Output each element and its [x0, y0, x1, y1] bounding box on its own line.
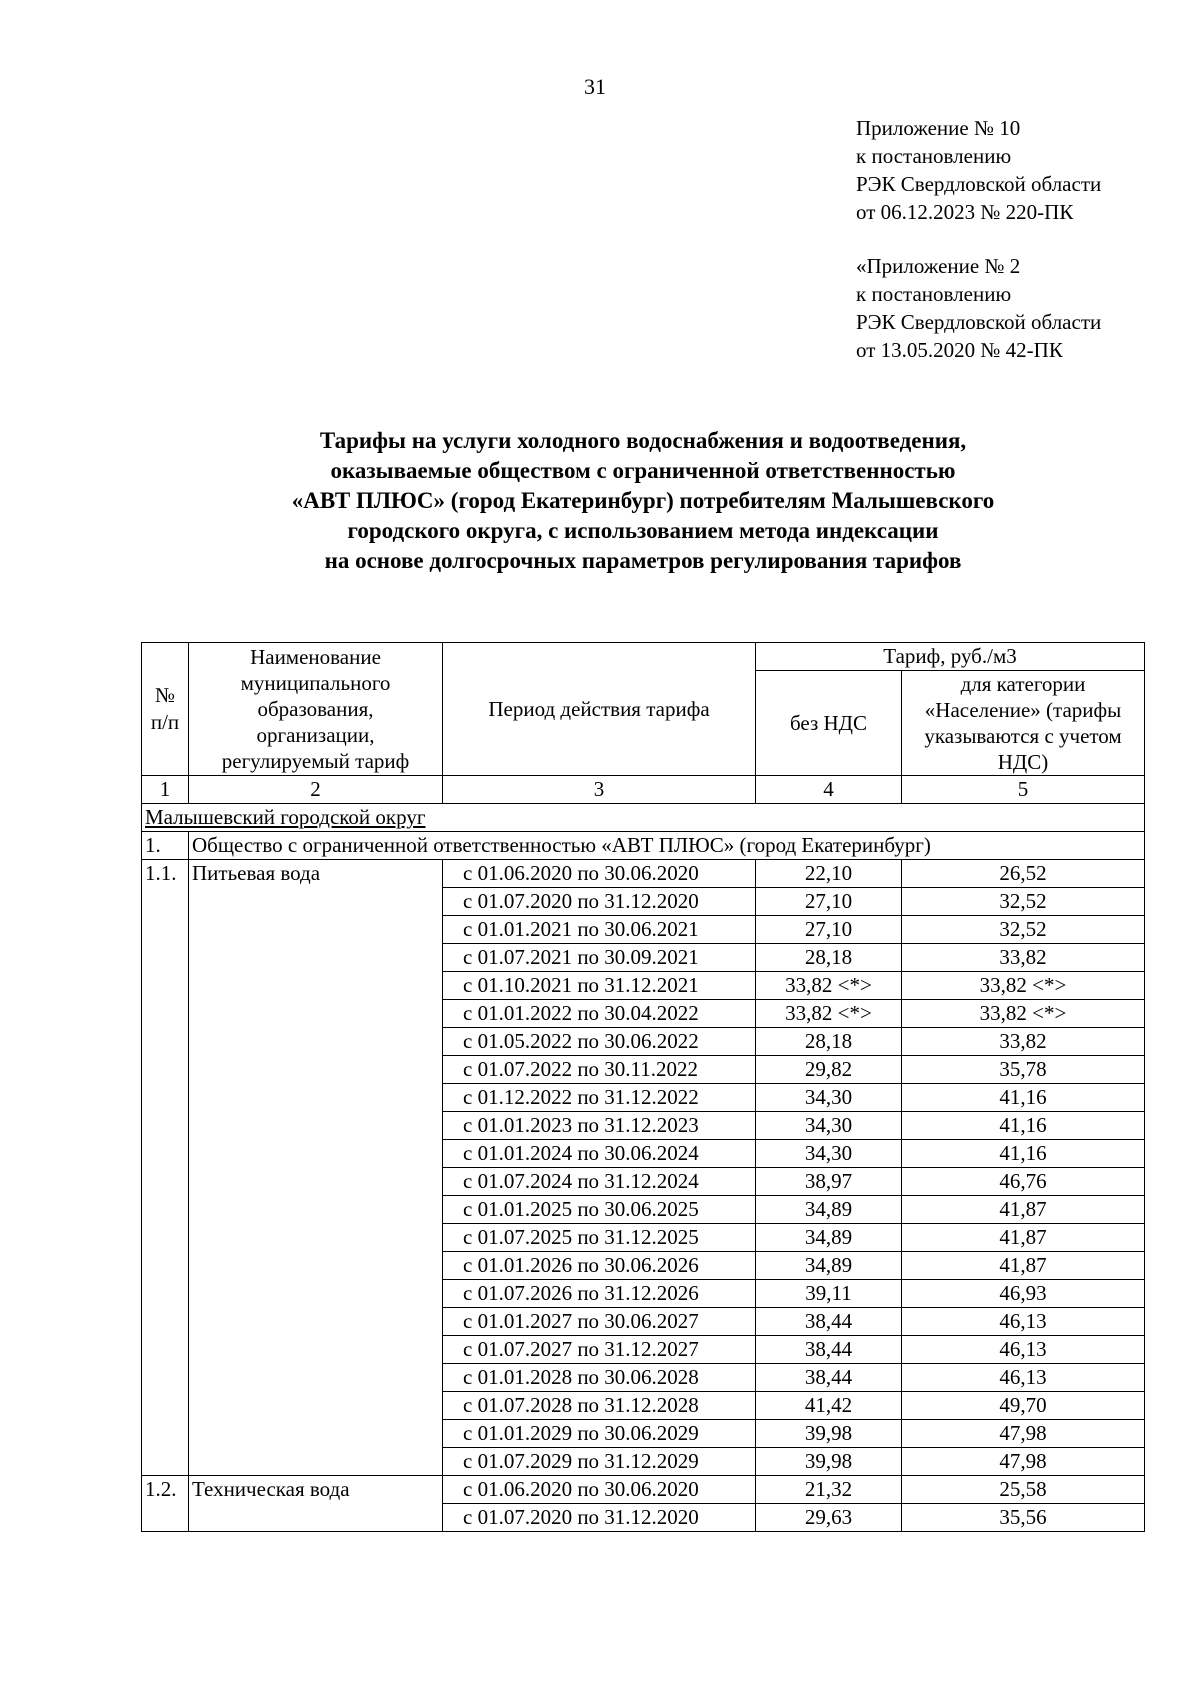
tariff-period: с 01.07.2028 по 31.12.2028 — [443, 1392, 756, 1420]
tariff-population: 41,16 — [902, 1140, 1145, 1168]
tariff-period: с 01.01.2023 по 31.12.2023 — [443, 1112, 756, 1140]
organization-row — [142, 832, 1145, 860]
tariff-without-vat: 34,89 — [756, 1252, 902, 1280]
tariff-population: 25,58 — [902, 1476, 1145, 1504]
tariff-without-vat: 39,98 — [756, 1448, 902, 1476]
tariff-without-vat: 33,82 <*> — [756, 972, 902, 1000]
tariff-without-vat: 38,97 — [756, 1168, 902, 1196]
header-number — [142, 643, 189, 776]
tariff-population: 41,16 — [902, 1084, 1145, 1112]
tariff-population: 41,87 — [902, 1252, 1145, 1280]
tariff-period: с 01.07.2024 по 31.12.2024 — [443, 1168, 756, 1196]
appendix-reference-original — [856, 252, 1156, 364]
appendix-line: от 13.05.2020 № 42-ПК — [856, 338, 1063, 362]
header-period: Период действия тарифа — [443, 643, 756, 776]
tariff-period: с 01.07.2026 по 31.12.2026 — [443, 1280, 756, 1308]
tariff-without-vat: 34,30 — [756, 1084, 902, 1112]
header-text: муниципального — [240, 671, 391, 695]
tariff-without-vat: 27,10 — [756, 916, 902, 944]
column-number: 1 — [142, 776, 189, 804]
tariff-population: 47,98 — [902, 1420, 1145, 1448]
title-line: на основе долгосрочных параметров регулирования тарифов — [324, 548, 962, 573]
tariff-row — [142, 860, 1145, 888]
tariff-without-vat: 29,82 — [756, 1056, 902, 1084]
tariff-period: с 01.10.2021 по 31.12.2021 — [443, 972, 756, 1000]
appendix-line: РЭК Свердловской области — [856, 172, 1102, 196]
tariff-period: с 01.06.2020 по 30.06.2020 — [443, 860, 756, 888]
tariff-population: 35,78 — [902, 1056, 1145, 1084]
tariff-population: 49,70 — [902, 1392, 1145, 1420]
district-row — [142, 804, 1145, 832]
header-population — [902, 671, 1145, 776]
title-line: Тарифы на услуги холодного водоснабжения и водоотведения, — [319, 428, 967, 453]
tariff-population: 32,52 — [902, 888, 1145, 916]
tariff-period: с 01.01.2025 по 30.06.2025 — [443, 1196, 756, 1224]
appendix-line: к постановлению — [856, 144, 1012, 168]
column-number: 5 — [902, 776, 1145, 804]
column-number-row — [142, 776, 1145, 804]
appendix-line: Приложение № 10 — [856, 116, 1021, 140]
service-number: 1.1. — [142, 860, 189, 1476]
header-text: указываются с учетом — [924, 724, 1122, 748]
tariff-population: 41,16 — [902, 1112, 1145, 1140]
header-text: для категории — [960, 672, 1086, 696]
appendix-line: «Приложение № 2 — [856, 254, 1021, 278]
tariff-period: с 01.07.2022 по 30.11.2022 — [443, 1056, 756, 1084]
header-text: организации, — [256, 723, 375, 747]
title-line: оказываемые обществом с ограниченной ответственностью — [330, 458, 956, 483]
tariff-population: 26,52 — [902, 860, 1145, 888]
tariff-population: 46,13 — [902, 1336, 1145, 1364]
header-tariff-group: Тариф, руб./м3 — [756, 643, 1145, 671]
tariff-table-body — [142, 804, 1145, 1532]
tariff-without-vat: 34,30 — [756, 1140, 902, 1168]
tariff-without-vat: 41,42 — [756, 1392, 902, 1420]
header-text: Наименование — [250, 645, 381, 669]
service-number: 1.2. — [142, 1476, 189, 1532]
appendix-line: РЭК Свердловской области — [856, 310, 1102, 334]
tariff-population: 41,87 — [902, 1196, 1145, 1224]
tariff-period: с 01.06.2020 по 30.06.2020 — [443, 1476, 756, 1504]
tariff-without-vat: 33,82 <*> — [756, 1000, 902, 1028]
tariff-population: 33,82 <*> — [902, 1000, 1145, 1028]
organization-number: 1. — [142, 832, 189, 860]
tariff-table — [141, 642, 1145, 1532]
appendix-line: от 06.12.2023 № 220-ПК — [856, 200, 1074, 224]
appendix-line: к постановлению — [856, 282, 1012, 306]
tariff-without-vat: 38,44 — [756, 1308, 902, 1336]
tariff-without-vat: 22,10 — [756, 860, 902, 888]
tariff-population: 35,56 — [902, 1504, 1145, 1532]
tariff-period: с 01.01.2027 по 30.06.2027 — [443, 1308, 756, 1336]
tariff-population: 46,93 — [902, 1280, 1145, 1308]
tariff-period: с 01.07.2021 по 30.09.2021 — [443, 944, 756, 972]
tariff-period: с 01.01.2028 по 30.06.2028 — [443, 1364, 756, 1392]
tariff-population: 33,82 — [902, 944, 1145, 972]
tariff-period: с 01.01.2021 по 30.06.2021 — [443, 916, 756, 944]
tariff-period: с 01.01.2022 по 30.04.2022 — [443, 1000, 756, 1028]
tariff-without-vat: 39,11 — [756, 1280, 902, 1308]
tariff-period: с 01.07.2020 по 31.12.2020 — [443, 1504, 756, 1532]
header-text: регулируемый тариф — [221, 749, 410, 773]
header-text: НДС) — [997, 750, 1049, 774]
tariff-period: с 01.12.2022 по 31.12.2022 — [443, 1084, 756, 1112]
page-number: 31 — [584, 74, 606, 99]
tariff-without-vat: 34,89 — [756, 1196, 902, 1224]
document-title — [140, 426, 1146, 576]
tariff-population: 32,52 — [902, 916, 1145, 944]
title-line: «АВТ ПЛЮС» (город Екатеринбург) потребителям Малышевского — [291, 488, 995, 513]
tariff-period: с 01.05.2022 по 30.06.2022 — [443, 1028, 756, 1056]
district-name: Малышевский городской округ — [142, 804, 1145, 832]
column-number: 4 — [756, 776, 902, 804]
tariff-population: 33,82 <*> — [902, 972, 1145, 1000]
service-name: Питьевая вода — [189, 860, 443, 1476]
tariff-without-vat: 34,30 — [756, 1112, 902, 1140]
tariff-row — [142, 1476, 1145, 1504]
tariff-population: 46,76 — [902, 1168, 1145, 1196]
tariff-without-vat: 27,10 — [756, 888, 902, 916]
tariff-without-vat: 34,89 — [756, 1224, 902, 1252]
header-organization — [189, 643, 443, 776]
tariff-without-vat: 39,98 — [756, 1420, 902, 1448]
tariff-period: с 01.07.2027 по 31.12.2027 — [443, 1336, 756, 1364]
tariff-population: 47,98 — [902, 1448, 1145, 1476]
appendix-reference-current — [856, 114, 1156, 226]
header-text: образования, — [257, 697, 374, 721]
header-without-vat: без НДС — [756, 671, 902, 776]
tariff-period: с 01.07.2020 по 31.12.2020 — [443, 888, 756, 916]
tariff-without-vat: 21,32 — [756, 1476, 902, 1504]
tariff-without-vat: 29,63 — [756, 1504, 902, 1532]
organization-name: Общество с ограниченной ответственностью «АВТ ПЛЮС» (город Екатеринбург) — [189, 832, 1145, 860]
tariff-without-vat: 28,18 — [756, 1028, 902, 1056]
column-number: 2 — [189, 776, 443, 804]
header-text: «Население» (тарифы — [924, 698, 1122, 722]
tariff-without-vat: 28,18 — [756, 944, 902, 972]
title-line: городского округа, с использованием метода индексации — [347, 518, 939, 543]
header-text: № — [154, 683, 176, 707]
tariff-period: с 01.01.2029 по 30.06.2029 — [443, 1420, 756, 1448]
tariff-period: с 01.07.2025 по 31.12.2025 — [443, 1224, 756, 1252]
tariff-period: с 01.01.2026 по 30.06.2026 — [443, 1252, 756, 1280]
header-row — [142, 643, 1145, 671]
tariff-population: 41,87 — [902, 1224, 1145, 1252]
tariff-population: 33,82 — [902, 1028, 1145, 1056]
tariff-population: 46,13 — [902, 1364, 1145, 1392]
tariff-without-vat: 38,44 — [756, 1336, 902, 1364]
tariff-without-vat: 38,44 — [756, 1364, 902, 1392]
service-name: Техническая вода — [189, 1476, 443, 1532]
tariff-period: с 01.07.2029 по 31.12.2029 — [443, 1448, 756, 1476]
tariff-period: с 01.01.2024 по 30.06.2024 — [443, 1140, 756, 1168]
tariff-population: 46,13 — [902, 1308, 1145, 1336]
column-number: 3 — [443, 776, 756, 804]
header-text: п/п — [150, 710, 180, 734]
